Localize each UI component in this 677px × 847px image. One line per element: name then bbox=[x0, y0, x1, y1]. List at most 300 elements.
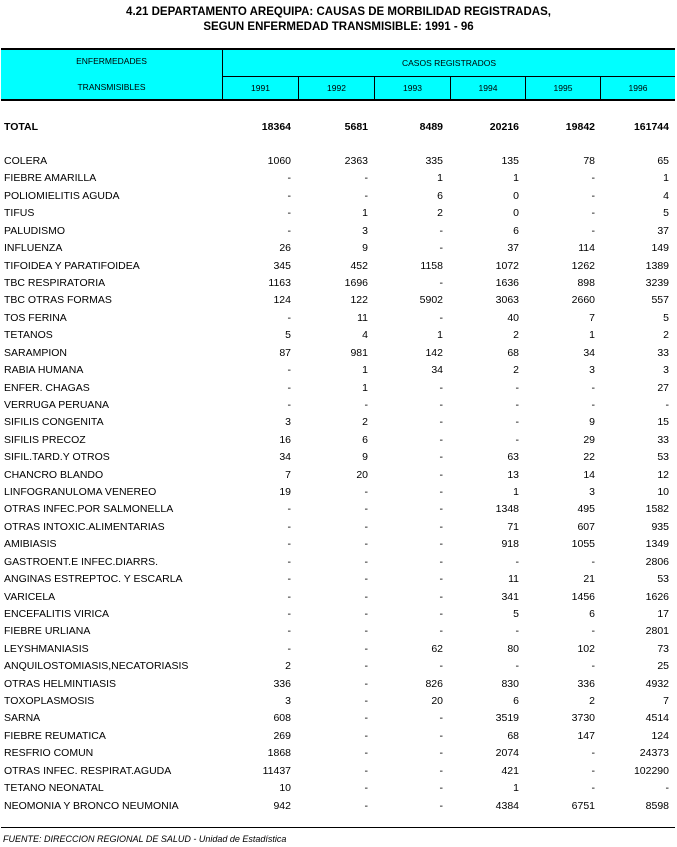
cell-value-1992: 1 bbox=[362, 207, 368, 220]
disease-label: SARAMPION bbox=[4, 346, 68, 359]
table-row bbox=[0, 745, 677, 762]
cell-value-1995: 114 bbox=[578, 242, 595, 255]
table-row bbox=[0, 380, 677, 397]
cell-value-1991: 124 bbox=[273, 294, 291, 307]
cell-value-1993: - bbox=[439, 398, 443, 411]
header-disease-column bbox=[1, 50, 223, 99]
cell-value-1993: - bbox=[439, 607, 443, 620]
total-value-1994: 20216 bbox=[489, 121, 519, 133]
cell-value-1996: 2806 bbox=[645, 555, 669, 568]
cell-value-1996: 8598 bbox=[645, 799, 669, 812]
cell-value-1994: 1072 bbox=[495, 259, 519, 272]
cell-value-1994: - bbox=[515, 625, 519, 638]
disease-label: ENCEFALITIS VIRICA bbox=[4, 607, 110, 620]
cell-value-1992: 3 bbox=[362, 224, 368, 237]
cell-value-1995: 147 bbox=[577, 729, 595, 742]
cell-value-1994: 6 bbox=[513, 224, 519, 237]
disease-label: AMIBIASIS bbox=[4, 538, 57, 551]
cell-value-1996: 2 bbox=[663, 329, 669, 342]
cell-value-1995: 495 bbox=[577, 503, 595, 516]
cell-value-1996: 1582 bbox=[645, 503, 669, 516]
cell-value-1991: 26 bbox=[279, 242, 291, 255]
cell-value-1993: - bbox=[439, 799, 443, 812]
disease-label: OTRAS INFEC.POR SALMONELLA bbox=[4, 503, 174, 516]
cell-value-1996: 37 bbox=[657, 224, 669, 237]
cell-value-1995: 2 bbox=[589, 695, 595, 707]
cell-value-1992: - bbox=[364, 799, 368, 812]
cell-value-1991: 10 bbox=[279, 782, 291, 795]
table-row bbox=[0, 554, 677, 571]
cell-value-1995: 3 bbox=[589, 364, 595, 376]
total-row bbox=[0, 119, 677, 136]
disease-label: PALUDISMO bbox=[4, 224, 66, 237]
cell-value-1991: 336 bbox=[273, 677, 291, 690]
cell-value-1996: 4 bbox=[663, 189, 669, 202]
cell-value-1993: - bbox=[439, 416, 443, 429]
disease-label: TIFUS bbox=[4, 207, 35, 220]
cell-value-1994: - bbox=[515, 416, 519, 429]
table-row bbox=[0, 484, 677, 501]
cell-value-1994: 6 bbox=[513, 695, 519, 707]
disease-label: ANQUILOSTOMIASIS,NECATORIASIS bbox=[4, 660, 189, 673]
cell-value-1991: - bbox=[287, 607, 291, 620]
table-row bbox=[0, 258, 677, 275]
cell-value-1995: - bbox=[591, 381, 595, 394]
header-label-transmisibles: TRANSMISIBLES bbox=[77, 82, 146, 92]
cell-value-1992: 1696 bbox=[344, 276, 368, 289]
cell-value-1993: 1 bbox=[437, 329, 443, 342]
cell-value-1992: 981 bbox=[350, 346, 368, 359]
table-row bbox=[0, 449, 677, 466]
table-row bbox=[0, 519, 677, 536]
cell-value-1996: 3 bbox=[663, 364, 669, 376]
disease-label: RABIA HUMANA bbox=[4, 364, 84, 376]
total-value-1991: 18364 bbox=[261, 121, 291, 133]
cell-value-1995: - bbox=[591, 207, 595, 220]
cell-value-1994: 2 bbox=[513, 364, 519, 376]
table-row bbox=[0, 693, 677, 710]
cell-value-1994: 135 bbox=[501, 155, 519, 167]
cell-value-1993: 62 bbox=[431, 642, 443, 655]
cell-value-1991: - bbox=[287, 311, 291, 324]
header-year-1993: 1993 bbox=[374, 77, 450, 99]
cell-value-1992: - bbox=[364, 729, 368, 742]
cell-value-1995: 22 bbox=[583, 451, 595, 464]
header-year-1991: 1991 bbox=[222, 77, 298, 99]
table-row bbox=[0, 345, 677, 362]
cell-value-1995: 34 bbox=[583, 346, 595, 359]
disease-label: SIFIL.TARD.Y OTROS bbox=[4, 451, 110, 464]
cell-value-1995: 21 bbox=[583, 573, 595, 586]
cell-value-1995: 78 bbox=[583, 155, 595, 167]
cell-value-1991: - bbox=[287, 555, 291, 568]
cell-value-1992: 6 bbox=[362, 433, 368, 446]
cell-value-1995: 336 bbox=[577, 677, 595, 690]
cell-value-1992: 1 bbox=[362, 381, 368, 394]
cell-value-1994: 2074 bbox=[495, 747, 519, 760]
cell-value-1992: 11 bbox=[357, 311, 368, 324]
cell-value-1996: 15 bbox=[657, 416, 669, 429]
disease-label: LEYSHMANIASIS bbox=[4, 642, 89, 655]
cell-value-1995: - bbox=[591, 224, 595, 237]
title-line-2: SEGUN ENFERMEDAD TRANSMISIBLE: 1991 - 96 bbox=[203, 21, 474, 33]
disease-label: TIFOIDEA Y PARATIFOIDEA bbox=[4, 259, 140, 272]
cell-value-1991: 34 bbox=[279, 451, 291, 464]
cell-value-1994: 341 bbox=[501, 590, 519, 603]
cell-value-1995: - bbox=[591, 172, 595, 185]
cell-value-1996: 12 bbox=[657, 468, 669, 481]
disease-label: CHANCRO BLANDO bbox=[4, 468, 104, 481]
cell-value-1996: 25 bbox=[657, 660, 669, 673]
table-row bbox=[0, 397, 677, 414]
cell-value-1996: 5 bbox=[663, 311, 669, 324]
cell-value-1991: 87 bbox=[279, 346, 291, 359]
header-label-enfermedades: ENFERMEDADES bbox=[76, 56, 147, 66]
cell-value-1995: 6 bbox=[589, 607, 595, 620]
table-row bbox=[0, 414, 677, 431]
table-row bbox=[0, 798, 677, 815]
cell-value-1991: - bbox=[287, 189, 291, 202]
table-row bbox=[0, 641, 677, 658]
cell-value-1992: - bbox=[364, 520, 368, 533]
cell-value-1993: - bbox=[439, 451, 443, 464]
cell-value-1994: 37 bbox=[507, 242, 519, 255]
cell-value-1993: 826 bbox=[425, 677, 443, 690]
disease-label: POLIOMIELITIS AGUDA bbox=[4, 189, 120, 202]
cell-value-1994: 11 bbox=[508, 573, 519, 586]
cell-value-1996: 53 bbox=[657, 573, 669, 586]
table-row bbox=[0, 275, 677, 292]
header-year-1994: 1994 bbox=[450, 77, 525, 99]
cell-value-1991: - bbox=[287, 573, 291, 586]
cell-value-1992: - bbox=[364, 172, 368, 185]
cell-value-1996: 1626 bbox=[645, 590, 669, 603]
disease-label: COLERA bbox=[4, 155, 48, 167]
cell-value-1991: - bbox=[287, 625, 291, 638]
cell-value-1991: 608 bbox=[273, 712, 291, 725]
disease-label: NEOMONIA Y BRONCO NEUMONIA bbox=[4, 799, 179, 812]
cell-value-1996: 10 bbox=[657, 486, 669, 498]
cell-value-1995: 29 bbox=[583, 433, 595, 446]
cell-value-1996: 65 bbox=[657, 155, 669, 167]
cell-value-1993: - bbox=[439, 276, 443, 289]
cell-value-1993: - bbox=[439, 381, 443, 394]
disease-label: OTRAS HELMINTIASIS bbox=[4, 677, 117, 690]
disease-label: FIEBRE REUMATICA bbox=[4, 729, 106, 742]
table-row bbox=[0, 623, 677, 640]
disease-label: OTRAS INTOXIC.ALIMENTARIAS bbox=[4, 520, 165, 533]
cell-value-1996: 24373 bbox=[639, 747, 669, 760]
cell-value-1992: - bbox=[364, 538, 368, 551]
cell-value-1992: - bbox=[364, 782, 368, 795]
cell-value-1995: - bbox=[591, 747, 595, 760]
cell-value-1991: 11437 bbox=[262, 764, 291, 777]
cell-value-1996: 73 bbox=[657, 642, 669, 655]
cell-value-1993: - bbox=[439, 747, 443, 760]
disease-label: TBC RESPIRATORIA bbox=[4, 276, 106, 289]
cell-value-1995: 1456 bbox=[571, 590, 595, 603]
cell-value-1992: 122 bbox=[350, 294, 368, 307]
disease-label: INFLUENZA bbox=[4, 242, 63, 255]
total-value-1995: 19842 bbox=[565, 121, 595, 133]
table-row bbox=[0, 432, 677, 449]
disease-label: ANGINAS ESTREPTOC. Y ESCARLA bbox=[4, 573, 183, 586]
cell-value-1993: - bbox=[439, 538, 443, 551]
cell-value-1994: 1636 bbox=[495, 276, 519, 289]
cell-value-1995: 102 bbox=[577, 642, 595, 655]
cell-value-1996: 557 bbox=[651, 294, 669, 307]
cell-value-1993: 6 bbox=[437, 189, 443, 202]
source-footer: FUENTE: DIRECCION REGIONAL DE SALUD - Unidad de Estadística bbox=[3, 834, 287, 844]
cell-value-1991: 1163 bbox=[268, 276, 291, 289]
disease-label: VERRUGA PERUANA bbox=[4, 398, 110, 411]
cell-value-1994: 71 bbox=[507, 520, 519, 533]
cell-value-1994: 80 bbox=[507, 642, 519, 655]
table-row bbox=[0, 205, 677, 222]
cell-value-1996: 5 bbox=[663, 207, 669, 220]
table-row bbox=[0, 362, 677, 379]
cell-value-1996: - bbox=[665, 782, 669, 795]
cell-value-1991: 3 bbox=[285, 695, 291, 707]
disease-label: LINFOGRANULOMA VENEREO bbox=[4, 486, 157, 498]
cell-value-1992: 20 bbox=[356, 468, 368, 481]
cell-value-1993: 20 bbox=[431, 695, 443, 707]
cell-value-1996: 1349 bbox=[645, 538, 669, 551]
disease-label: RESFRIO COMUN bbox=[4, 747, 94, 760]
total-label: TOTAL bbox=[4, 121, 39, 133]
table-row bbox=[0, 467, 677, 484]
cell-value-1992: 2363 bbox=[344, 155, 368, 167]
cell-value-1996: 124 bbox=[651, 729, 669, 742]
cell-value-1993: - bbox=[439, 573, 443, 586]
disease-label: TETANOS bbox=[4, 329, 53, 342]
cell-value-1991: - bbox=[287, 398, 291, 411]
cell-value-1991: 269 bbox=[273, 729, 291, 742]
header-year-1996: 1996 bbox=[600, 77, 675, 99]
cell-value-1991: 345 bbox=[273, 259, 291, 272]
cell-value-1996: 935 bbox=[651, 520, 669, 533]
cell-value-1992: - bbox=[364, 625, 368, 638]
title-line-1: 4.21 DEPARTAMENTO AREQUIPA: CAUSAS DE MORBILIDAD REGISTRADAS, bbox=[126, 6, 551, 18]
cell-value-1995: - bbox=[591, 782, 595, 795]
cell-value-1994: 1 bbox=[513, 486, 519, 498]
table-row bbox=[0, 501, 677, 518]
disease-label: TBC OTRAS FORMAS bbox=[4, 294, 112, 307]
cell-value-1991: 7 bbox=[285, 468, 291, 481]
header-year-1995: 1995 bbox=[525, 77, 600, 99]
cell-value-1996: 149 bbox=[651, 242, 669, 255]
cell-value-1992: - bbox=[364, 189, 368, 202]
table-row bbox=[0, 170, 677, 187]
cell-value-1995: 6751 bbox=[571, 799, 595, 812]
table-row bbox=[0, 571, 677, 588]
table-row bbox=[0, 728, 677, 745]
cell-value-1991: 19 bbox=[279, 486, 291, 498]
disease-label: ENFER. CHAGAS bbox=[4, 381, 90, 394]
cell-value-1993: - bbox=[439, 625, 443, 638]
cell-value-1992: - bbox=[364, 503, 368, 516]
cell-value-1995: - bbox=[591, 398, 595, 411]
disease-label: FIEBRE URLIANA bbox=[4, 625, 91, 638]
table-row bbox=[0, 153, 677, 170]
disease-label: GASTROENT.E INFEC.DIARRS. bbox=[4, 555, 159, 568]
cell-value-1996: 4932 bbox=[645, 677, 669, 690]
cell-value-1996: 1 bbox=[663, 172, 669, 185]
cell-value-1996: 4514 bbox=[645, 712, 669, 725]
table-header bbox=[1, 48, 675, 101]
cell-value-1993: 2 bbox=[437, 207, 443, 220]
cell-value-1995: 14 bbox=[583, 468, 595, 481]
cell-value-1995: 9 bbox=[589, 416, 595, 429]
cell-value-1992: - bbox=[364, 660, 368, 673]
cell-value-1991: 5 bbox=[285, 329, 291, 342]
cell-value-1994: 1348 bbox=[495, 503, 519, 516]
cell-value-1991: 1868 bbox=[267, 747, 291, 760]
disease-label: VARICELA bbox=[4, 590, 56, 603]
cell-value-1994: 3519 bbox=[495, 712, 519, 725]
cell-value-1995: - bbox=[591, 625, 595, 638]
cell-value-1992: 1 bbox=[362, 364, 368, 376]
cell-value-1994: 13 bbox=[507, 468, 519, 481]
cell-value-1994: 4384 bbox=[495, 799, 519, 812]
cell-value-1994: 63 bbox=[507, 451, 519, 464]
cell-value-1991: - bbox=[287, 381, 291, 394]
page-title bbox=[0, 5, 677, 35]
cell-value-1992: 2 bbox=[362, 416, 368, 429]
cell-value-1992: - bbox=[364, 677, 368, 690]
cell-value-1994: 918 bbox=[501, 538, 519, 551]
table-row bbox=[0, 658, 677, 675]
cell-value-1994: - bbox=[515, 555, 519, 568]
cell-value-1996: 2801 bbox=[645, 625, 669, 638]
cell-value-1994: - bbox=[515, 433, 519, 446]
cell-value-1994: 3063 bbox=[495, 294, 519, 307]
cell-value-1994: 68 bbox=[507, 346, 519, 359]
total-value-1992: 5681 bbox=[344, 121, 368, 133]
cell-value-1994: 2 bbox=[513, 329, 519, 342]
cell-value-1993: - bbox=[439, 433, 443, 446]
cell-value-1995: - bbox=[591, 189, 595, 202]
cell-value-1994: 421 bbox=[501, 764, 519, 777]
cell-value-1994: 68 bbox=[507, 729, 519, 742]
cell-value-1994: 1 bbox=[513, 782, 519, 795]
cell-value-1992: - bbox=[364, 486, 368, 498]
disease-label: TOXOPLASMOSIS bbox=[4, 695, 95, 707]
cell-value-1995: 607 bbox=[577, 520, 595, 533]
cell-value-1996: 3239 bbox=[645, 276, 669, 289]
cell-value-1993: - bbox=[439, 520, 443, 533]
cell-value-1992: - bbox=[364, 573, 368, 586]
cell-value-1992: - bbox=[364, 764, 368, 777]
cell-value-1993: - bbox=[439, 729, 443, 742]
cell-value-1992: - bbox=[364, 607, 368, 620]
cell-value-1992: 9 bbox=[362, 451, 368, 464]
cell-value-1993: - bbox=[439, 503, 443, 516]
table-row bbox=[0, 536, 677, 553]
cell-value-1993: - bbox=[439, 486, 443, 498]
table-row bbox=[0, 240, 677, 257]
cell-value-1993: - bbox=[439, 764, 443, 777]
table-row bbox=[0, 188, 677, 205]
disease-label: OTRAS INFEC. RESPIRAT.AGUDA bbox=[4, 764, 172, 777]
cell-value-1993: - bbox=[439, 311, 443, 324]
cell-value-1991: - bbox=[287, 642, 291, 655]
cell-value-1996: 7 bbox=[663, 695, 669, 707]
cell-value-1996: 27 bbox=[657, 381, 669, 394]
cell-value-1995: 2660 bbox=[571, 294, 595, 307]
header-casos-registrados: CASOS REGISTRADOS bbox=[223, 50, 675, 77]
cell-value-1991: - bbox=[287, 503, 291, 516]
table-row bbox=[0, 589, 677, 606]
cell-value-1996: 33 bbox=[657, 346, 669, 359]
cell-value-1992: - bbox=[364, 747, 368, 760]
cell-value-1991: 942 bbox=[273, 799, 291, 812]
cell-value-1996: 17 bbox=[657, 607, 669, 620]
cell-value-1992: - bbox=[364, 642, 368, 655]
cell-value-1996: - bbox=[665, 398, 669, 411]
cell-value-1993: 142 bbox=[425, 346, 443, 359]
disease-label: SIFILIS CONGENITA bbox=[4, 416, 104, 429]
disease-label: SIFILIS PRECOZ bbox=[4, 433, 86, 446]
cell-value-1993: - bbox=[439, 712, 443, 725]
cell-value-1995: 1 bbox=[589, 329, 595, 342]
cell-value-1994: 40 bbox=[507, 311, 519, 324]
cell-value-1995: 1055 bbox=[571, 538, 595, 551]
cell-value-1991: 16 bbox=[279, 433, 291, 446]
cell-value-1991: - bbox=[287, 224, 291, 237]
header-year-1992: 1992 bbox=[298, 77, 374, 99]
cell-value-1992: - bbox=[364, 590, 368, 603]
disease-label: FIEBRE AMARILLA bbox=[4, 172, 97, 185]
table-row bbox=[0, 606, 677, 623]
cell-value-1993: - bbox=[439, 660, 443, 673]
cell-value-1993: - bbox=[439, 590, 443, 603]
cell-value-1996: 53 bbox=[657, 451, 669, 464]
cell-value-1995: 1262 bbox=[571, 259, 595, 272]
cell-value-1993: 335 bbox=[425, 155, 443, 167]
cell-value-1995: 3730 bbox=[571, 712, 595, 725]
disease-label: SARNA bbox=[4, 712, 41, 725]
cell-value-1996: 33 bbox=[657, 433, 669, 446]
cell-value-1996: 1389 bbox=[645, 259, 669, 272]
cell-value-1992: 452 bbox=[350, 259, 368, 272]
disease-label: TETANO NEONATAL bbox=[4, 782, 104, 795]
cell-value-1992: - bbox=[364, 555, 368, 568]
cell-value-1994: - bbox=[515, 660, 519, 673]
cell-value-1995: 3 bbox=[589, 486, 595, 498]
cell-value-1993: - bbox=[439, 224, 443, 237]
cell-value-1993: - bbox=[439, 782, 443, 795]
cell-value-1994: 5 bbox=[513, 607, 519, 620]
cell-value-1992: 9 bbox=[362, 242, 368, 255]
total-value-1996: 161744 bbox=[633, 121, 669, 133]
table-row bbox=[0, 223, 677, 240]
table-row bbox=[0, 676, 677, 693]
bottom-rule bbox=[1, 827, 675, 828]
cell-value-1993: - bbox=[439, 242, 443, 255]
cell-value-1993: - bbox=[439, 555, 443, 568]
cell-value-1994: 1 bbox=[513, 172, 519, 185]
cell-value-1995: 898 bbox=[577, 276, 595, 289]
cell-value-1993: 1158 bbox=[420, 259, 443, 272]
cell-value-1991: - bbox=[287, 520, 291, 533]
cell-value-1993: 1 bbox=[437, 172, 443, 185]
cell-value-1994: 0 bbox=[513, 189, 519, 202]
table-row bbox=[0, 292, 677, 309]
cell-value-1992: - bbox=[364, 712, 368, 725]
cell-value-1995: - bbox=[591, 764, 595, 777]
cell-value-1992: - bbox=[364, 398, 368, 411]
